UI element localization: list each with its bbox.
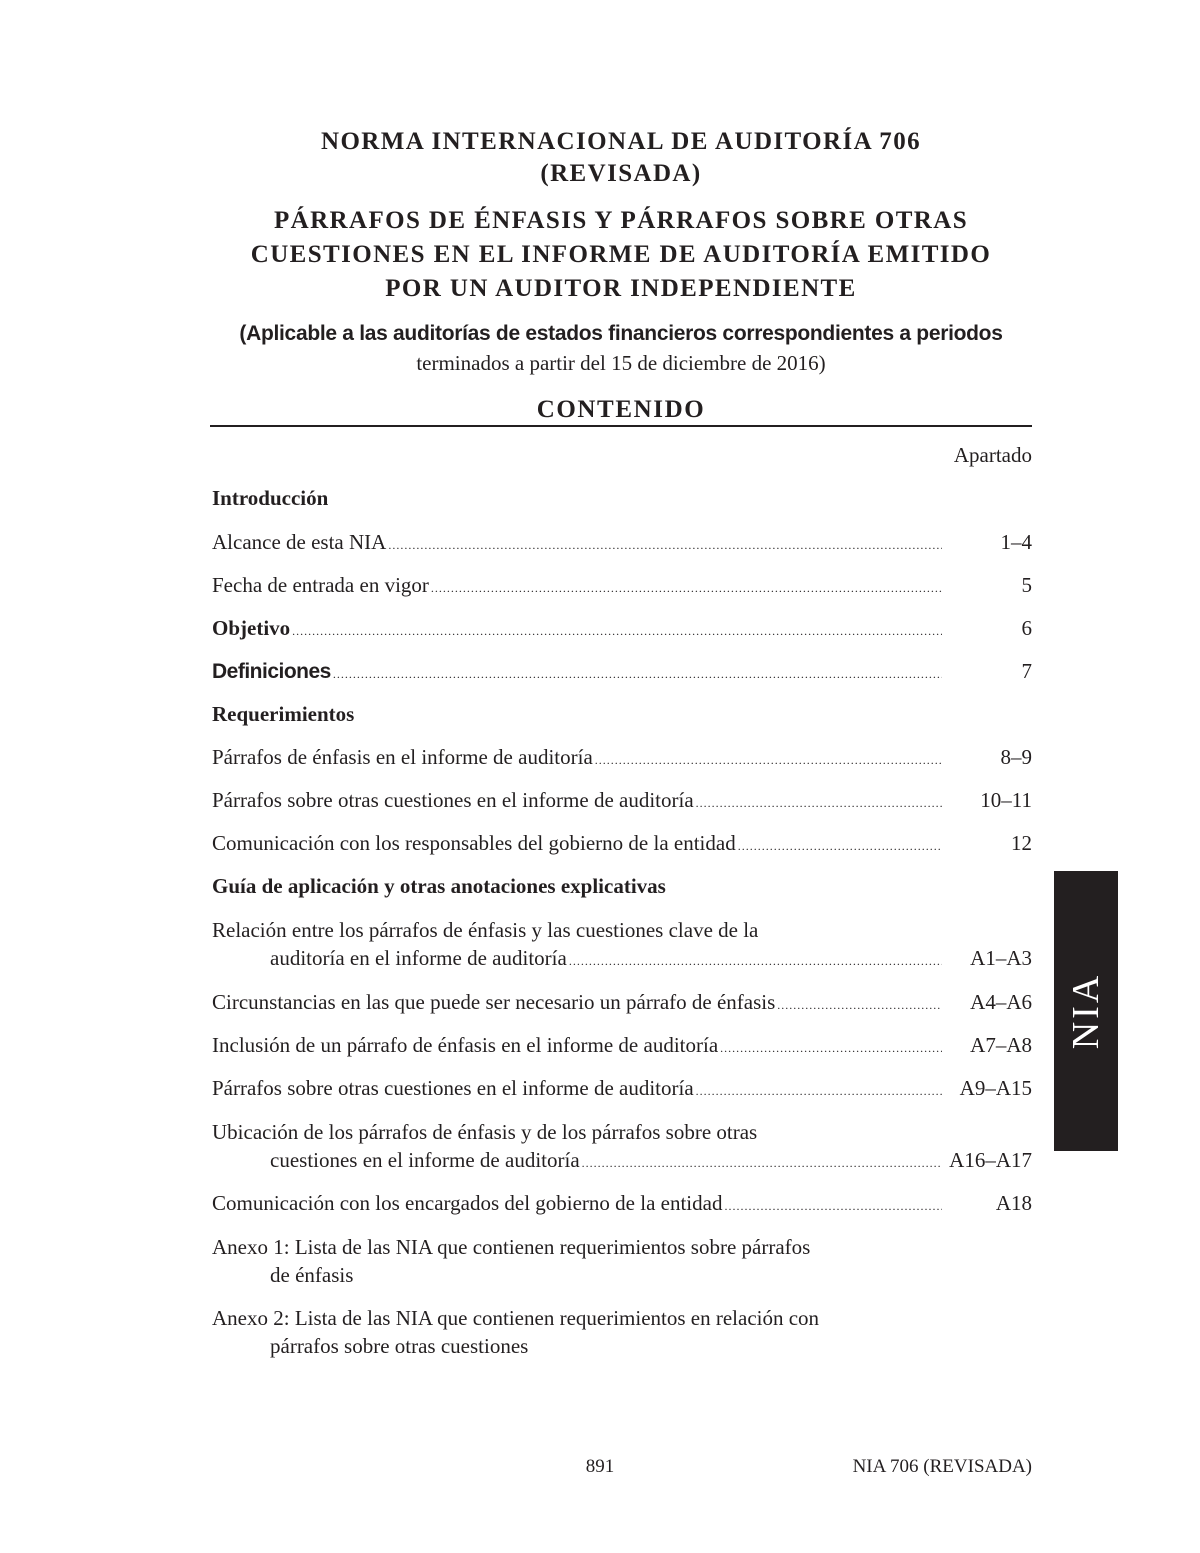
- toc-entry-definiciones[interactable]: [212, 657, 1032, 685]
- toc-entry-text-line-2: cuestiones en el informe de auditoría: [270, 1148, 580, 1172]
- toc-entry-ref: A7–A8: [970, 1033, 1032, 1057]
- standard-title: [210, 126, 1032, 190]
- title-line-1: NORMA INTERNACIONAL DE AUDITORÍA 706: [320, 128, 922, 155]
- toc-entry-comunicacion-responsables[interactable]: [212, 829, 1032, 857]
- toc-entry-text: Fecha de entrada en vigor: [212, 573, 429, 597]
- toc-entry-text-line-1: Relación entre los párrafos de énfasis y las cuestiones clave de la: [212, 918, 759, 942]
- toc-entry-text: Definiciones: [212, 660, 331, 683]
- toc-entry-fecha[interactable]: [212, 571, 1032, 599]
- contents-heading: CONTENIDO: [536, 396, 706, 423]
- toc-entry-text: Comunicación con los encargados del gobierno de la entidad: [212, 1191, 723, 1215]
- leader-dots: [292, 617, 942, 645]
- toc-entry-ref: A1–A3: [970, 946, 1032, 970]
- toc-entry-text: Párrafos sobre otras cuestiones en el informe de auditoría: [212, 1076, 694, 1100]
- leader-dots: [696, 1077, 942, 1105]
- toc-entry-ref: A18: [995, 1191, 1032, 1215]
- toc-entry-text-line-2: de énfasis: [270, 1263, 354, 1287]
- toc-entry-circunstancias[interactable]: [212, 988, 1032, 1016]
- standard-subtitle: [210, 204, 1032, 306]
- leader-dots: [333, 660, 942, 688]
- leader-dots: [595, 746, 942, 774]
- toc-entry-text-line-1: Anexo 1: Lista de las NIA que contienen requerimientos sobre párrafos: [212, 1235, 811, 1259]
- section-guia-aplicacion: Guía de aplicación y otras anotaciones explicativas: [212, 874, 666, 898]
- toc-entry-ref: A4–A6: [970, 990, 1032, 1014]
- toc-entry-text-line-1: Ubicación de los párrafos de énfasis y de los párrafos sobre otras: [212, 1120, 758, 1144]
- toc-entry-ref: 6: [1021, 616, 1032, 640]
- leader-dots: [777, 991, 942, 1019]
- toc-entry-otras-cuestiones-guia[interactable]: [212, 1074, 1032, 1102]
- leader-dots: [696, 789, 942, 817]
- subtitle-line-1: PÁRRAFOS DE ÉNFASIS Y PÁRRAFOS SOBRE OTRAS: [273, 207, 969, 234]
- toc-entry-alcance[interactable]: [212, 528, 1032, 556]
- leader-dots: [720, 1034, 942, 1062]
- toc-entry-text: Inclusión de un párrafo de énfasis en el informe de auditoría: [212, 1033, 719, 1057]
- toc-entry-text: Circunstancias en las que puede ser necesario un párrafo de énfasis: [212, 990, 776, 1014]
- toc-entry-ref: 7: [1021, 659, 1032, 683]
- running-title: NIA 706 (REVISADA): [852, 1456, 1032, 1477]
- toc-entry-relacion[interactable]: [212, 916, 1032, 972]
- toc-entry-ref: 10–11: [980, 788, 1032, 812]
- section-introduccion: Introducción: [212, 486, 329, 510]
- section-requerimientos: Requerimientos: [212, 702, 355, 726]
- leader-dots: [388, 531, 942, 559]
- applicability-line-2: terminados a partir del 15 de diciembre de 2016): [416, 351, 826, 375]
- toc-entry-ref: A16–A17: [949, 1148, 1032, 1172]
- toc-entry-ref: 12: [1011, 831, 1032, 855]
- toc-entry-text: Párrafos sobre otras cuestiones en el informe de auditoría: [212, 788, 694, 812]
- contents-rule: [210, 425, 1032, 427]
- title-line-2: (REVISADA): [540, 160, 702, 187]
- toc-entry-ref: A9–A15: [959, 1076, 1032, 1100]
- toc-entry-parrafos-enfasis[interactable]: [212, 743, 1032, 771]
- leader-dots: [738, 832, 942, 860]
- toc-entry-text-line-2: párrafos sobre otras cuestiones: [270, 1334, 529, 1358]
- toc-entry-text-line-1: Anexo 2: Lista de las NIA que contienen requerimientos en relación con: [212, 1306, 820, 1330]
- toc-entry-ref: 8–9: [1000, 745, 1032, 769]
- toc-entry-ref: 5: [1021, 573, 1032, 597]
- side-tab-label: NIA: [1065, 972, 1107, 1050]
- leader-dots: [569, 947, 942, 975]
- leader-dots: [431, 574, 942, 602]
- toc-entry-ref: 1–4: [1000, 530, 1032, 554]
- applicability-line-1: (Aplicable a las auditorías de estados financieros correspondientes a periodos: [239, 322, 1003, 345]
- toc-entry-anexo-2[interactable]: [212, 1304, 1032, 1360]
- side-tab: [1054, 871, 1118, 1151]
- toc-entry-ubicacion[interactable]: [212, 1118, 1032, 1174]
- toc-entry-text: Alcance de esta NIA: [212, 530, 387, 554]
- page-number: 891: [585, 1456, 615, 1477]
- leader-dots: [582, 1149, 942, 1177]
- toc-entry-text: Comunicación con los responsables del gobierno de la entidad: [212, 831, 736, 855]
- column-header-apartado: Apartado: [953, 443, 1032, 467]
- toc-entry-inclusion[interactable]: [212, 1031, 1032, 1059]
- toc-entry-text: Párrafos de énfasis en el informe de auditoría: [212, 745, 593, 769]
- toc-entry-text-line-2: auditoría en el informe de auditoría: [270, 946, 567, 970]
- toc-entry-otras-cuestiones[interactable]: [212, 786, 1032, 814]
- subtitle-line-2: CUESTIONES EN EL INFORME DE AUDITORÍA EMITIDO: [250, 241, 992, 268]
- subtitle-line-3: POR UN AUDITOR INDEPENDIENTE: [385, 275, 857, 302]
- toc-entry-anexo-1[interactable]: [212, 1233, 1032, 1289]
- leader-dots: [724, 1192, 942, 1220]
- toc-entry-objetivo[interactable]: [212, 614, 1032, 642]
- toc-entry-comunicacion-encargados[interactable]: [212, 1189, 1032, 1217]
- toc-entry-text: Objetivo: [212, 616, 291, 640]
